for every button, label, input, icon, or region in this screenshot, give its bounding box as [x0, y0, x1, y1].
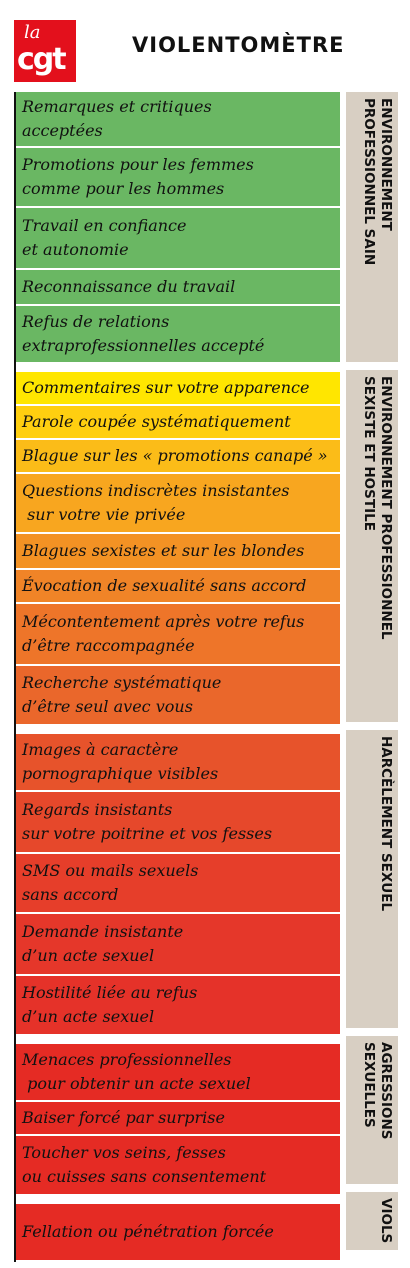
scale-item-toucher: Toucher vos seins, fesses ou cuisses sans consentement: [16, 1136, 340, 1204]
logo-text-la: la: [24, 22, 41, 43]
scale-item-evocation-sexualite: Évocation de sexualité sans accord: [16, 570, 340, 604]
logo-text-cgt: cgt: [17, 42, 65, 77]
scale-item-reconnaissance: Reconnaissance du travail: [16, 270, 340, 306]
category-label: ENVIRONNEMENT PROFESSIONNEL SAIN: [361, 98, 394, 266]
scale-item-fellation-penetration: Fellation ou pénétration forcée: [16, 1204, 340, 1262]
scale-item-questions-indiscretes: Questions indiscrètes insistantes sur votre vie privée: [16, 474, 340, 534]
category-panel-viols: [346, 1192, 398, 1250]
scale-item-apparence: Commentaires sur votre apparence: [16, 372, 340, 406]
scale-item-confiance: Travail en confiance et autonomie: [16, 208, 340, 270]
scale-item-demande-insistante: Demande insistante d’un acte sexuel: [16, 914, 340, 976]
scale-item-blagues-sexistes: Blagues sexistes et sur les blondes: [16, 534, 340, 570]
scale-item-mecontentement: Mécontentement après votre refus d’être raccompagnée: [16, 604, 340, 666]
category-panel-harcelement: [346, 730, 398, 1028]
category-panel-agressions: [346, 1036, 398, 1184]
category-label: HARCÈLEMENT SEXUEL: [378, 736, 394, 912]
scale-item-sms-mails: SMS ou mails sexuels sans accord: [16, 854, 340, 914]
category-label: AGRESSIONS SEXUELLES: [361, 1042, 394, 1140]
scale-item-promotions: Promotions pour les femmes comme pour les hommes: [16, 148, 340, 208]
category-panel-sain: [346, 92, 398, 362]
scale-item-hostilite-refus: Hostilité liée au refus d’un acte sexuel: [16, 976, 340, 1044]
scale-item-baiser-force: Baiser forcé par surprise: [16, 1102, 340, 1136]
scale-item-promotions-canape: Blague sur les « promotions canapé »: [16, 440, 340, 474]
scale-item-images-porno: Images à caractère pornographique visibles: [16, 734, 340, 792]
scale-item-recherche-seul: Recherche systématique d’être seul avec vous: [16, 666, 340, 734]
category-label: VIOLS: [378, 1198, 394, 1244]
cgt-logo: [14, 20, 76, 82]
scale-item-menaces: Menaces professionnelles pour obtenir un acte sexuel: [16, 1044, 340, 1102]
category-label: ENVIRONNEMENT PROFESSIONNEL SEXISTE ET HOSTILE: [361, 376, 394, 640]
category-panel-sexiste-hostile: [346, 370, 398, 722]
scale-item-parole-coupee: Parole coupée systématiquement: [16, 406, 340, 440]
scale-item-regards-insistants: Regards insistants sur votre poitrine et vos fesses: [16, 792, 340, 854]
scale-item-remarques: Remarques et critiques acceptées: [16, 92, 340, 148]
scale-item-refus-relations: Refus de relations extraprofessionnelles accepté: [16, 306, 340, 372]
page-title: VIOLENTOMÈTRE: [132, 33, 345, 57]
violence-scale: [14, 92, 340, 1262]
